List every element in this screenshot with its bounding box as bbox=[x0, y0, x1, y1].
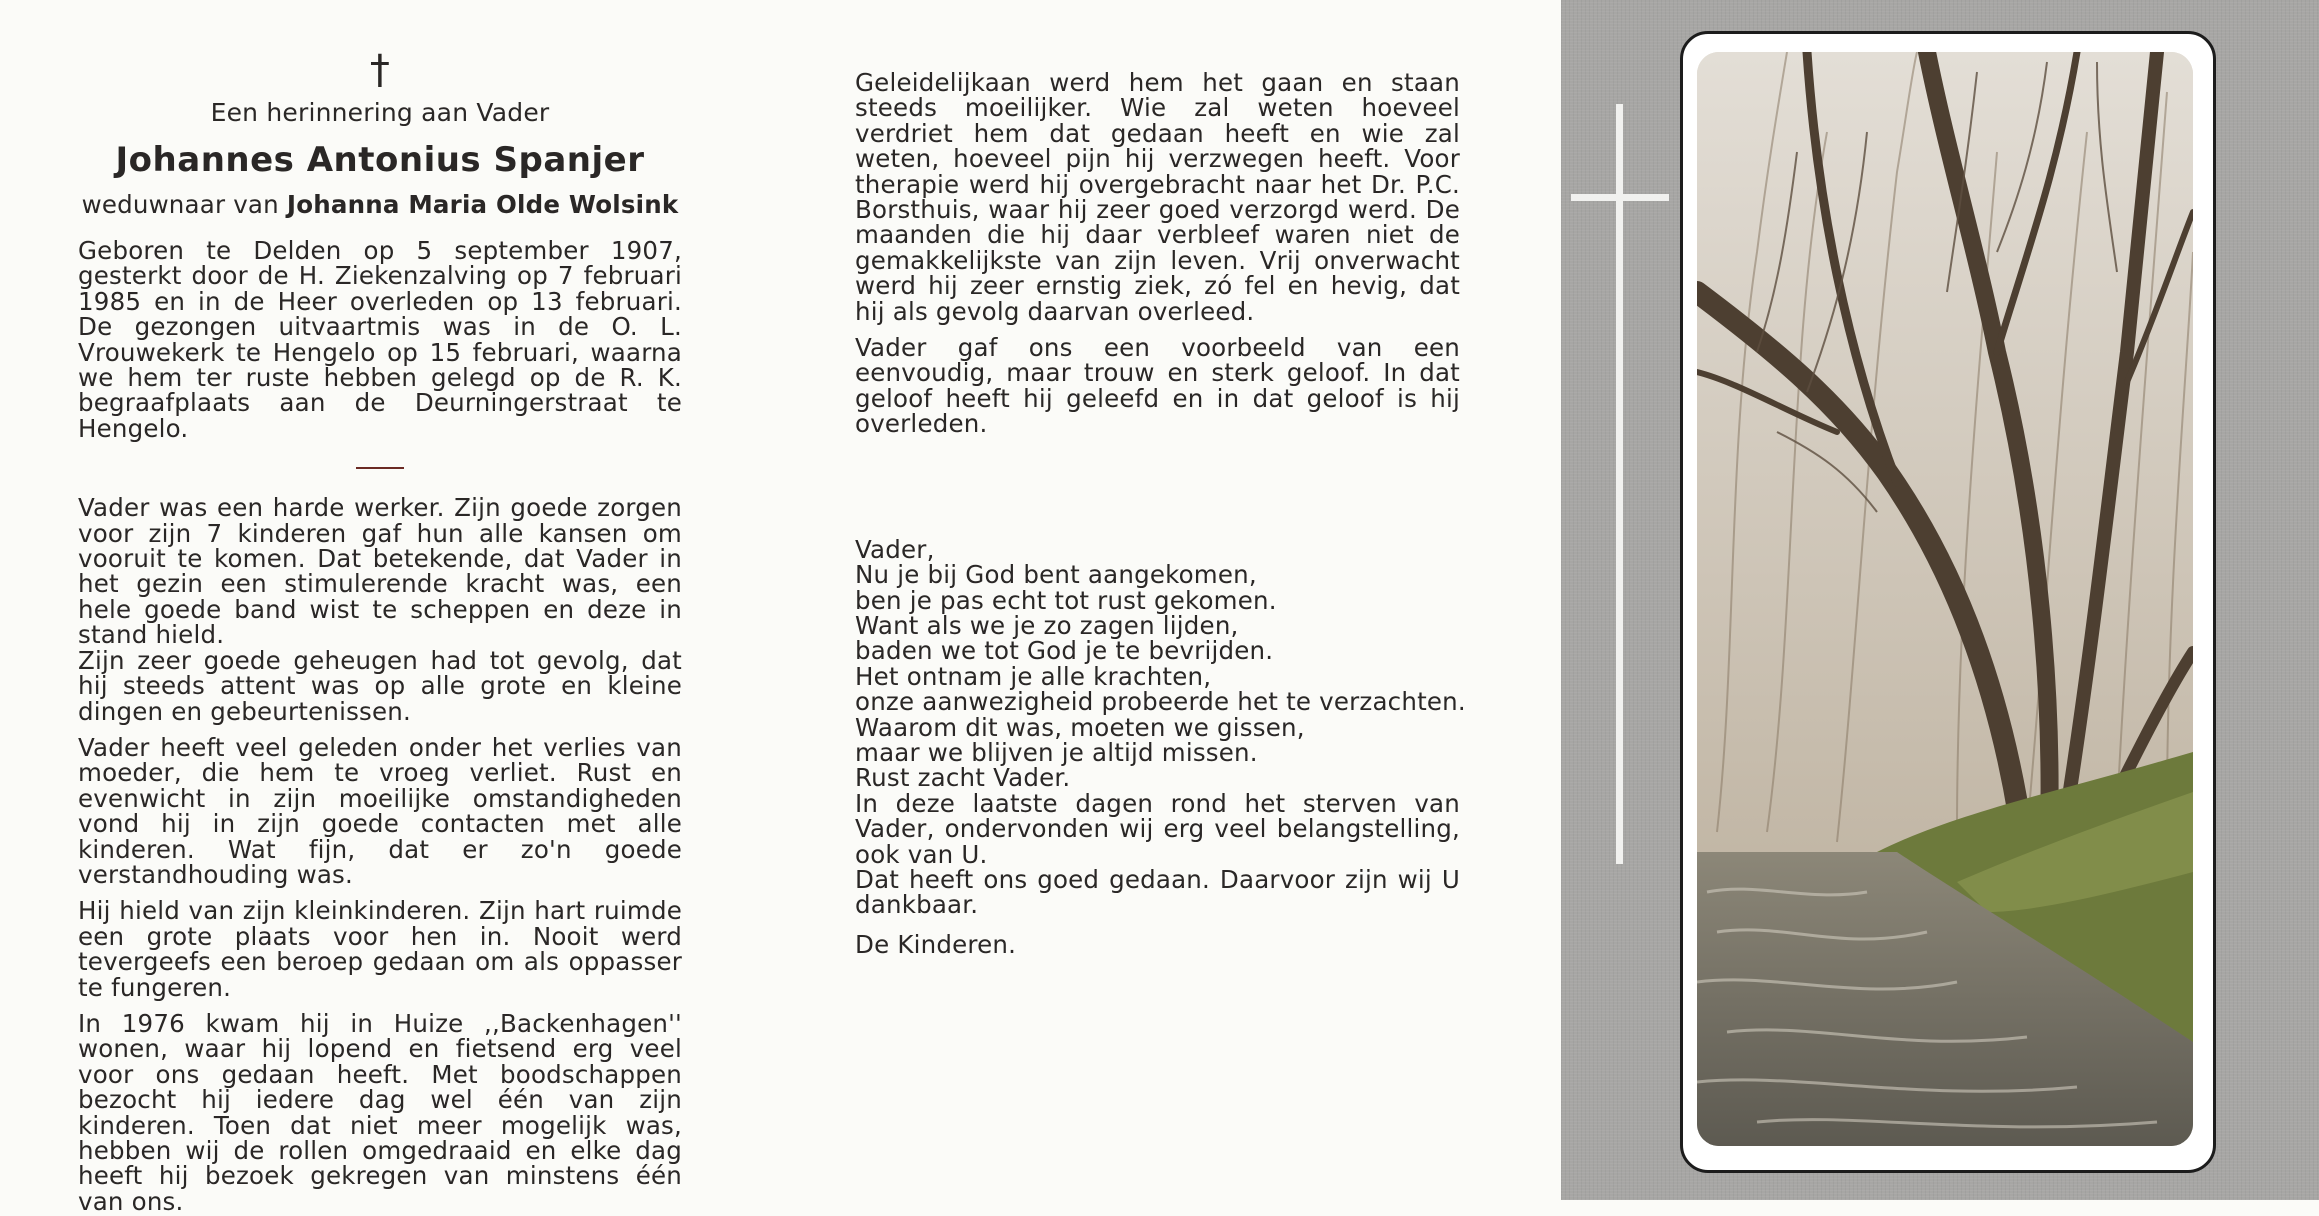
poem-line: Waarom dit was, moeten we gissen, bbox=[855, 712, 1305, 742]
left-paragraph: Zijn zeer goede geheugen had tot gevolg, dat hij steeds attent was op alle grote en kleine dingen en gebeurtenissen. bbox=[78, 645, 682, 726]
tree-river-illustration bbox=[1697, 52, 2193, 1146]
widow-prefix: weduwnaar van bbox=[81, 190, 279, 219]
poem bbox=[855, 534, 1466, 793]
poem-line: baden we tot God je te bevrijden. bbox=[855, 636, 1274, 666]
biography: Geboren te Delden op 5 september 1907, gesterkt door de H. Ziekenzalving op 7 februari 1985 en in de Heer overleden op 13 februari. De gezongen uitvaartmis was in de O. L. Vrouwekerk te Hengelo op 15 februari, waarna we hem ter ruste hebben gelegd op de R. K. begraafplaats aan de Deurningerstraat te Hengelo. bbox=[78, 236, 682, 443]
cross-icon-horizontal bbox=[1571, 194, 1669, 201]
deceased-name: Johannes Antonius Spanjer bbox=[115, 140, 645, 180]
left-paragraph: Vader heeft veel geleden onder het verlies van moeder, die hem te vroeg verliet. Rust en evenwicht in zijn moeilijke omstandigheden vond hij in zijn goede contacten met alle kinderen. Wat fijn, dat er zo'n goede verstandhouding was. bbox=[78, 732, 682, 889]
photo-frame bbox=[1680, 31, 2216, 1173]
poem-line: Want als we je zo zagen lijden, bbox=[855, 610, 1239, 640]
spouse-name: Johanna Maria Olde Wolsink bbox=[286, 190, 679, 219]
intro-text: Een herinnering aan Vader bbox=[210, 98, 550, 127]
signature: De Kinderen. bbox=[855, 929, 1017, 959]
poem-line: onze aanwezigheid probeerde het te verzachten. bbox=[855, 687, 1466, 717]
left-paragraph: In 1976 kwam hij in Huize ,,Backenhagen'' wonen, waar hij lopend en fietsend erg veel voor ons gedaan heeft. Met boodschappen bezocht hij iedere dag wel één van zijn kinderen. Toen dat niet meer mogelijk was, hebben wij de rollen omgedraaid en elke dag heeft hij bezoek gekregen van minstens één van ons. bbox=[78, 1008, 682, 1216]
cross-icon: † bbox=[369, 47, 391, 93]
mid-paragraph: Vader gaf ons een voorbeeld van een eenvoudig, maar trouw en sterk geloof. In dat geloof heeft hij geleefd en in dat geloof is hij overleden. bbox=[855, 333, 1460, 439]
middle-column bbox=[855, 68, 1466, 959]
poem-line: Rust zacht Vader. bbox=[855, 763, 1071, 793]
thanks-text-2: Dat heeft ons goed gedaan. Daarvoor zijn wij U dankbaar. bbox=[855, 864, 1460, 920]
cross-icon-vertical bbox=[1616, 104, 1623, 864]
left-paragraph: Vader was een harde werker. Zijn goede zorgen voor zijn 7 kinderen gaf hun alle kansen om vooruit te komen. Dat betekende, dat Vader in het gezin een stimulerende kracht was, een hele goede band wist te scheppen en deze in stand hield. bbox=[78, 493, 682, 650]
poem-line: Nu je bij God bent aangekomen, bbox=[855, 560, 1257, 590]
cover-panel bbox=[1561, 0, 2319, 1200]
thanks-text: In deze laatste dagen rond het sterven van Vader, ondervonden wij erg veel belangstelling, ook van U. bbox=[855, 788, 1460, 869]
mid-paragraph: Geleidelijkaan werd hem het gaan en staan steeds moeilijker. Wie zal weten hoeveel verdriet hem dat gedaan heeft en wie zal weten, hoeveel pijn hij verzwegen heeft. Voor therapie werd hij overgebracht naar het Dr. P.C. Borsthuis, waar hij zeer goed verzorgd werd. De maanden die hij daar verbleef waren niet de gemakkelijkste van zijn leven. Vrij onverwacht werd hij zeer ernstig ziek, zó fel en hevig, dat hij als gevolg daarvan overleed. bbox=[855, 68, 1460, 326]
left-column bbox=[78, 47, 682, 1216]
poem-line: ben je pas echt tot rust gekomen. bbox=[855, 585, 1277, 615]
divider bbox=[356, 467, 404, 469]
left-paragraph: Hij hield van zijn kleinkinderen. Zijn hart ruimde een grote plaats voor hen in. Nooit werd tevergeefs een beroep gedaan om als oppasser te fungeren. bbox=[78, 896, 682, 1002]
widow-line bbox=[78, 190, 682, 220]
poem-line: Het ontnam je alle krachten, bbox=[855, 661, 1212, 691]
tree-river-photo bbox=[1697, 52, 2193, 1146]
poem-line: Vader, bbox=[855, 534, 935, 564]
poem-line: maar we blijven je altijd missen. bbox=[855, 737, 1258, 767]
